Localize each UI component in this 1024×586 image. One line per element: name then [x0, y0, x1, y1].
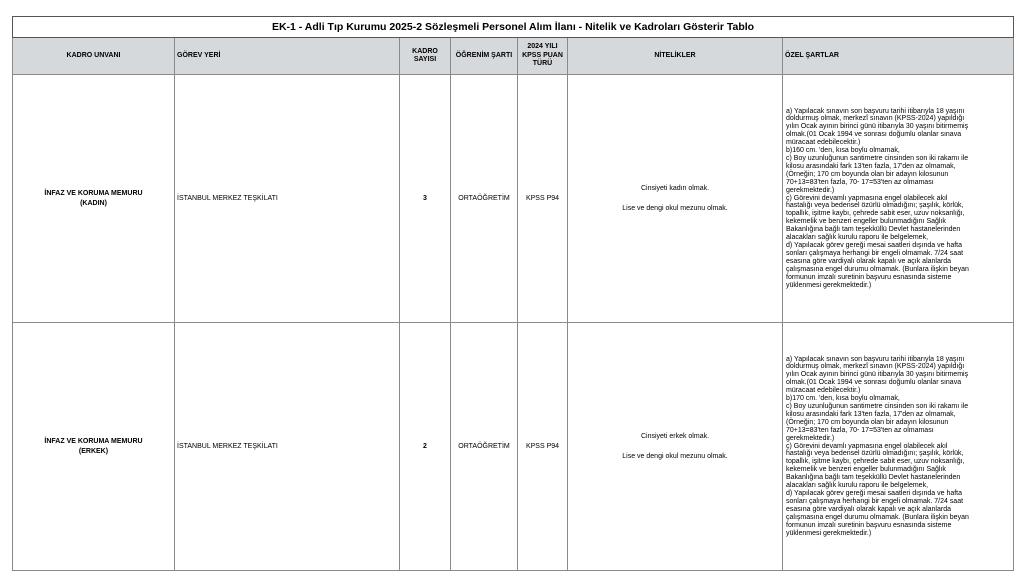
ozel-line: gerekmektedir.) — [786, 434, 835, 442]
ozel-line: c) Boy uzunluğunun santimetre cinsinden son iki rakamı ile — [786, 155, 969, 163]
ozel-line: Bakanlığına bağlı tam teşekküllü Devlet hastanelerinden — [786, 474, 961, 482]
ozel-line: b)170 cm. 'den, kısa boylu olmamak, — [786, 395, 900, 403]
ozel-line: a) Yapılacak sınavın son başvuru tarihi itibarıyla 18 yaşını — [786, 107, 965, 115]
ozel-line: esasına göre vardiyalı olarak kapalı ve açık alanlarda — [786, 257, 951, 265]
ozel-line: gerekmektedir.) — [786, 186, 835, 194]
unvan-line2: (KADIN) — [80, 199, 107, 207]
ozel-line: alacakları sağlık kurulu raporu ile belgelemek, — [786, 482, 929, 490]
header-kpss — [518, 38, 568, 75]
ozel-line: a) Yapılacak sınavın son başvuru tarihi itibarıyla 18 yaşını — [786, 355, 965, 363]
cell-nitelikler — [568, 323, 783, 571]
ozel-line: d) Yapılacak görev gereği mesai saatleri dışında ve hafta — [786, 489, 963, 497]
nitelik-1: Cinsiyeti kadın olmak. — [640, 185, 710, 192]
staff-table — [12, 16, 1014, 571]
cell-kadro-sayisi: 2 — [400, 323, 451, 571]
ozel-line: d) Yapılacak görev gereği mesai saatleri dışında ve hafta — [786, 241, 963, 249]
table-title: EK-1 - Adli Tıp Kurumu 2025-2 Sözleşmeli Personel Alım İlanı - Nitelik ve Kadroları Gösterir Tablo — [13, 17, 1014, 38]
ozel-line: yüklenmesi gerekmektedir.) — [786, 529, 872, 537]
ozel-line: sonları çalışmaya herhangi bir engeli olmamak. 7/24 saat — [786, 497, 964, 505]
cell-unvan — [13, 75, 175, 323]
title-row — [13, 17, 1014, 38]
cell-ozel-sartlar — [783, 75, 1014, 323]
table-row — [13, 75, 1014, 323]
unvan-line2: (ERKEK) — [78, 447, 109, 455]
ozel-line: b)160 cm. 'den, kısa boylu olmamak, — [786, 147, 900, 155]
header-kadro-sayisi-line1: KADRO — [412, 47, 438, 55]
cell-ogrenim: ORTAÖĞRETİM — [451, 323, 518, 571]
cell-unvan — [13, 323, 175, 571]
cell-nitelikler — [568, 75, 783, 323]
ozel-line: topallık, işitme kaybı, çehrede sabit eser, uzuv noksanlığı, — [786, 458, 965, 466]
ozel-line: ç) Görevini devamlı yapmasına engel olabilecek akıl — [786, 194, 948, 202]
header-kadro-unvani: KADRO UNVANI — [13, 38, 175, 75]
ozel-line: yılın Ocak ayının birinci günü itibarıyla 30 yaşını bitirmemiş — [786, 371, 969, 379]
ozel-line: hastalığı veya bedensel özürlü olmadığını; şaşılık, körlük, — [786, 202, 964, 210]
ozel-line: kilosu arasındaki fark 13'ten fazla, 17'den az olmamak, — [786, 162, 956, 170]
ozel-line: topallık, işitme kaybı, çehrede sabit eser, uzuv noksanlığı, — [786, 210, 965, 218]
cell-ogrenim: ORTAÖĞRETİM — [451, 75, 518, 323]
header-row — [13, 38, 1014, 75]
header-kadro-sayisi-line2: SAYISI — [413, 56, 437, 63]
ozel-line: çalışmasına engel durumu olmamak. (Bunlara ilişkin beyan — [786, 265, 969, 273]
header-ozel-sartlar: ÖZEL ŞARTLAR — [783, 38, 1014, 75]
cell-gorev-yeri: İSTANBUL MERKEZ TEŞKİLATI — [175, 323, 400, 571]
ozel-line: doldurmuş olmak, merkezî sınavın (KPSS-2024) yapıldığı — [786, 115, 965, 123]
ozel-line: olmak.(01 Ocak 1994 ve sonrası doğumlu olanlar sınava — [786, 131, 962, 139]
ozel-line: ç) Görevini devamlı yapmasına engel olabilecek akıl — [786, 442, 948, 450]
ozel-line: formunun imzalı suretinin başvuru esnasında sisteme — [786, 273, 952, 281]
ozel-line: kilosu arasındaki fark 13'ten fazla, 17'den az olmamak, — [786, 410, 956, 418]
ozel-line: Bakanlığına bağlı tam teşekküllü Devlet hastanelerinden — [786, 226, 961, 234]
unvan-line1: İNFAZ VE KORUMA MEMURU — [44, 189, 143, 197]
header-kpss-line2: KPSS PUAN — [522, 51, 563, 59]
ozel-line: alacakları sağlık kurulu raporu ile belgelemek, — [786, 234, 929, 242]
cell-kadro-sayisi: 3 — [400, 75, 451, 323]
ozel-line: 70+13=83'ten fazla, 70- 17=53'ten az olmaması — [786, 178, 934, 186]
ozel-line: yüklenmesi gerekmektedir.) — [786, 281, 872, 289]
ozel-line: formunun imzalı suretinin başvuru esnasında sisteme — [786, 521, 952, 529]
ozel-line: c) Boy uzunluğunun santimetre cinsinden son iki rakamı ile — [786, 403, 969, 411]
ozel-line: sonları çalışmaya herhangi bir engeli olmamak. 7/24 saat — [786, 249, 964, 257]
header-kadro-sayisi — [400, 38, 451, 75]
ozel-line: müracaat edebilecektir.) — [786, 139, 861, 147]
header-kpss-line3: TÜRÜ — [532, 60, 553, 68]
ozel-line: (Örneğin; 170 cm boyunda olan bir adayın kilosunun — [786, 170, 949, 178]
ozel-line: esasına göre vardiyalı olarak kapalı ve açık alanlarda — [786, 505, 951, 513]
nitelik-2: Lise ve dengi okul mezunu olmak. — [622, 453, 728, 460]
header-nitelikler: NİTELİKLER — [568, 38, 783, 75]
ozel-line: doldurmuş olmak, merkezî sınavın (KPSS-2024) yapıldığı — [786, 363, 965, 371]
unvan-line1: İNFAZ VE KORUMA MEMURU — [44, 437, 143, 445]
ozel-line: olmak.(01 Ocak 1994 ve sonrası doğumlu olanlar sınava — [786, 379, 962, 387]
cell-ozel-sartlar — [783, 323, 1014, 571]
header-gorev-yeri: GÖREV YERİ — [175, 38, 400, 75]
ozel-line: kekemelik ve benzeri engeller bulunmadığını Sağlık — [786, 218, 946, 226]
ozel-line: hastalığı veya bedensel özürlü olmadığını; şaşılık, körlük, — [786, 450, 964, 458]
cell-kpss: KPSS P94 — [518, 75, 568, 323]
ozel-line: 70+13=83'ten fazla, 70- 17=53'ten az olmaması — [786, 426, 934, 434]
ozel-line: müracaat edebilecektir.) — [786, 387, 861, 395]
nitelik-2: Lise ve dengi okul mezunu olmak. — [622, 205, 728, 212]
ozel-line: kekemelik ve benzeri engeller bulunmadığını Sağlık — [786, 466, 946, 474]
cell-gorev-yeri: İSTANBUL MERKEZ TEŞKİLATI — [175, 75, 400, 323]
header-kpss-line1: 2024 YILI — [527, 43, 558, 51]
ozel-line: çalışmasına engel durumu olmamak. (Bunlara ilişkin beyan — [786, 513, 969, 521]
cell-kpss: KPSS P94 — [518, 323, 568, 571]
ozel-line: (Örneğin; 170 cm boyunda olan bir adayın kilosunun — [786, 418, 949, 426]
document-page — [12, 16, 1013, 571]
nitelik-1: Cinsiyeti erkek olmak. — [640, 433, 710, 440]
header-ogrenim-sarti: ÖĞRENİM ŞARTI — [451, 38, 518, 75]
ozel-line: yılın Ocak ayının birinci günü itibarıyla 30 yaşını bitirmemiş — [786, 123, 969, 131]
table-row — [13, 323, 1014, 571]
